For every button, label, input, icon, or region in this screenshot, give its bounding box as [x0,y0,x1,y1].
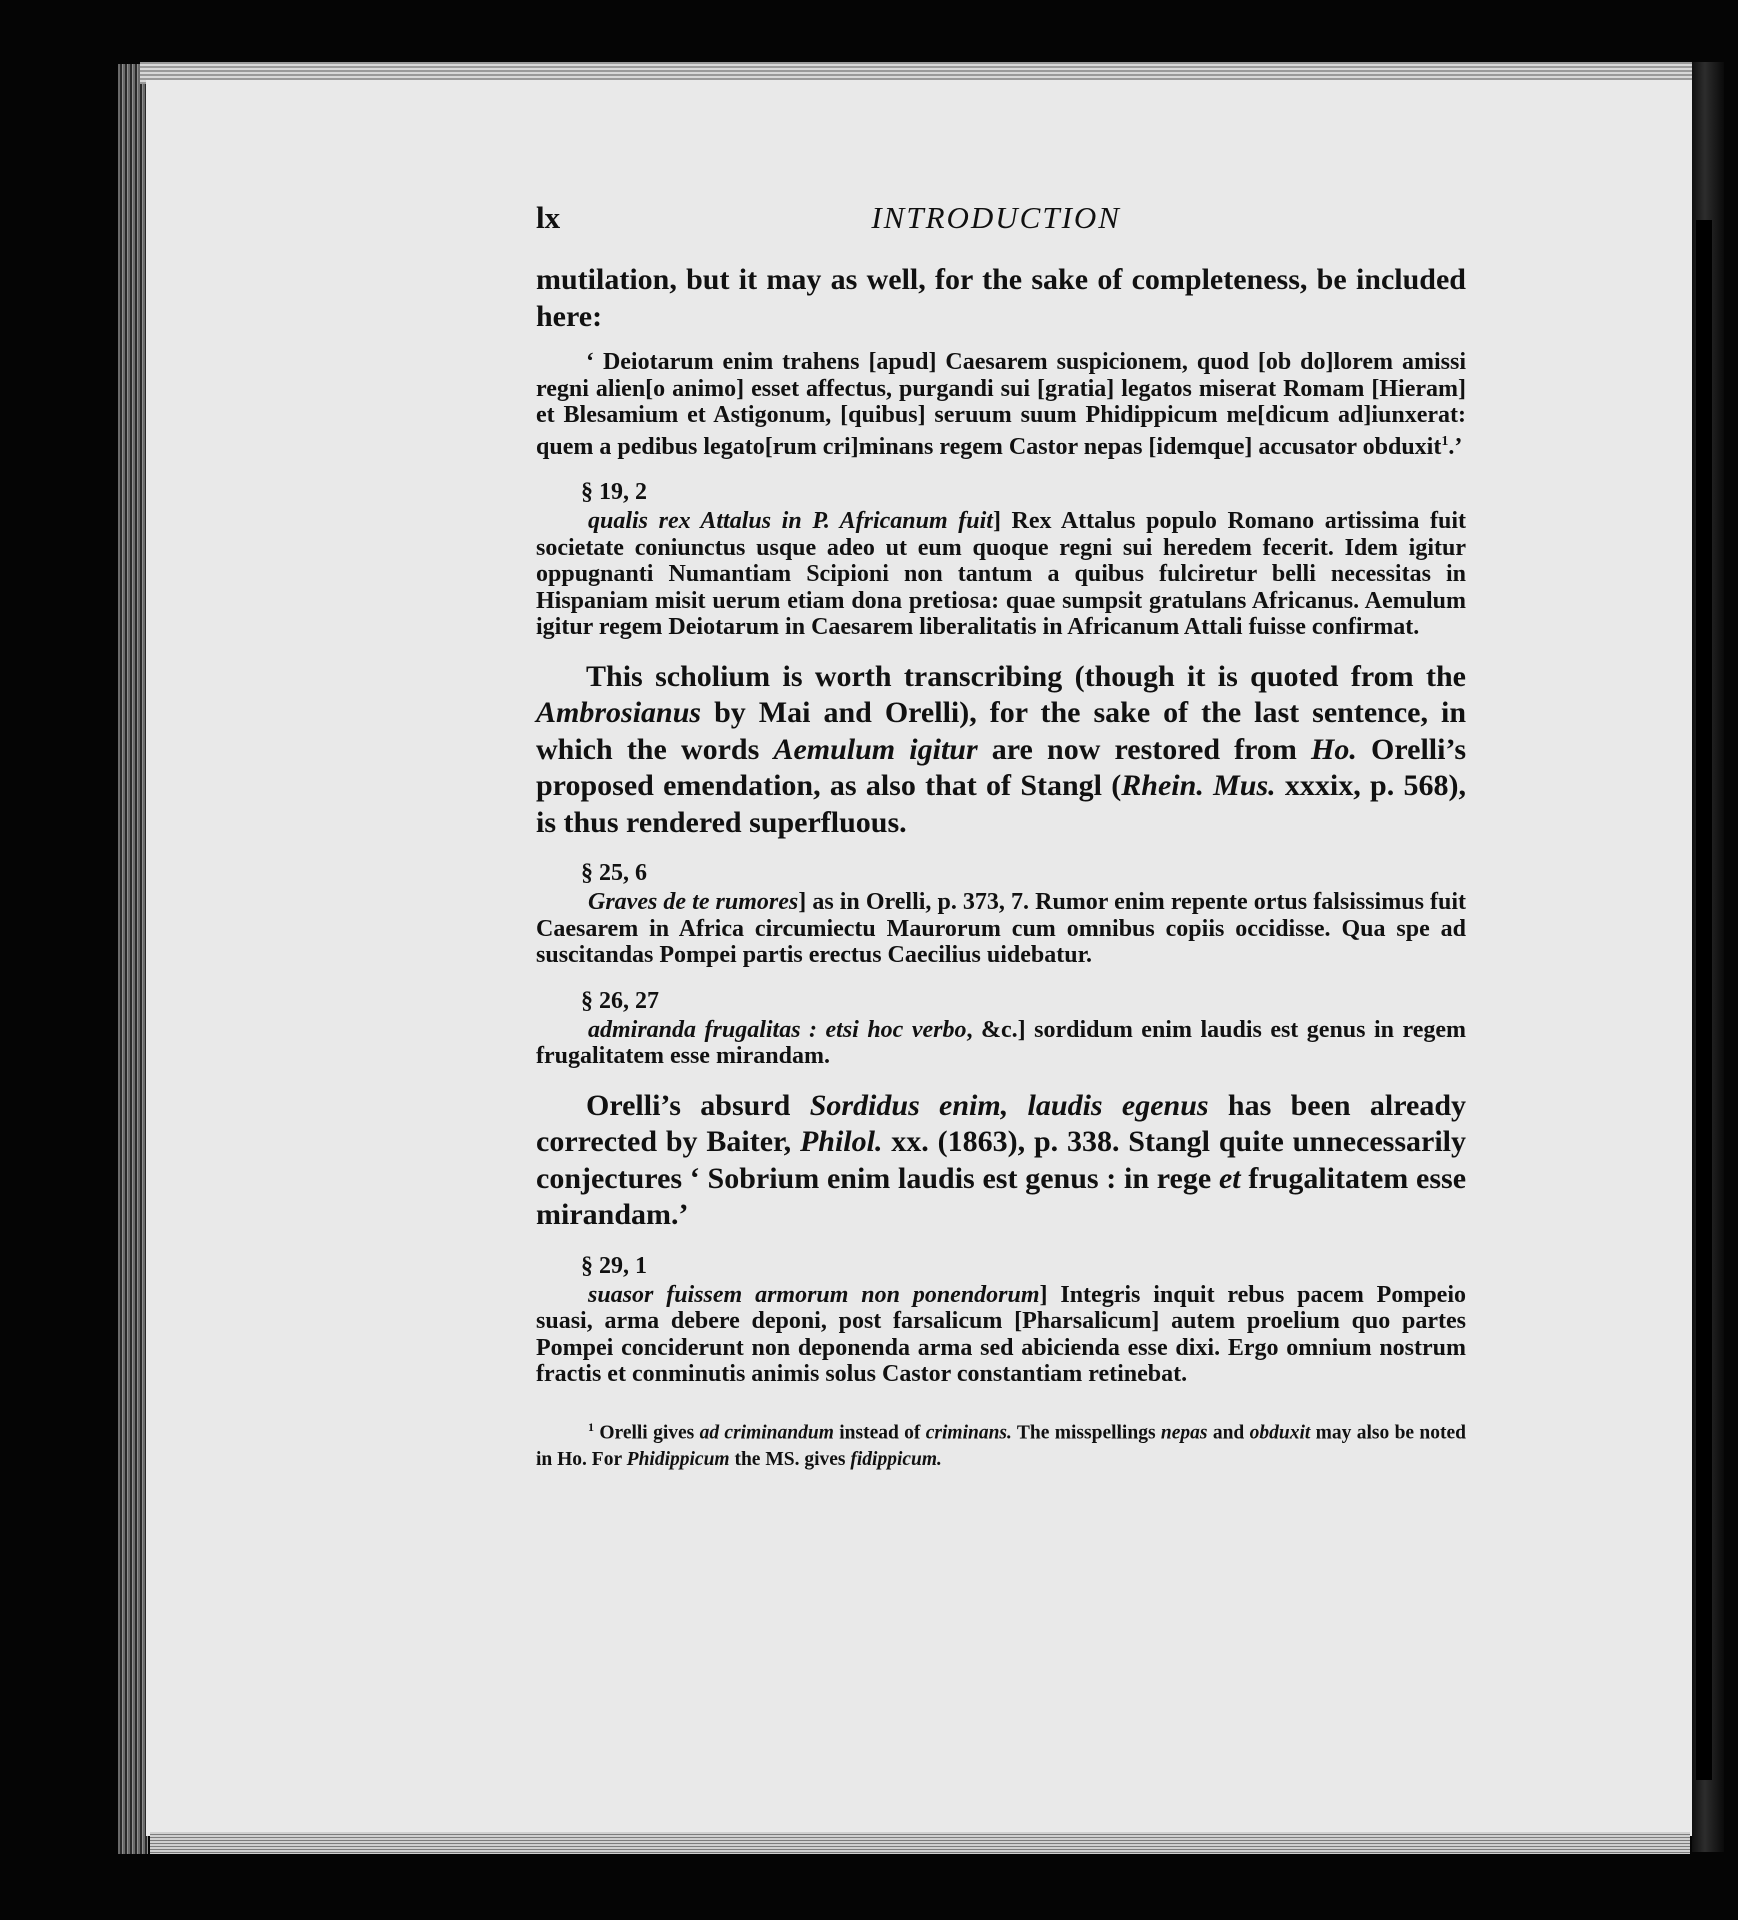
italic-run: fidippicum. [850,1449,942,1470]
italic-run: Aemulum igitur [773,732,978,766]
text-run: The misspellings [1016,1422,1156,1443]
italic-run: criminans. [925,1422,1012,1443]
text-run: the MS. gives [734,1449,846,1470]
italic-run: Rhein. Mus. [1121,769,1276,802]
facing-page-shadow [1696,220,1712,1780]
text-run: by Mai and Orelli), for the sake of the last sentence, in which the words [536,696,1466,766]
text-run: has been already corrected by Baiter, [536,1088,1467,1158]
text-run: xxxix, p. 568), is thus rendered superfluous. [536,769,1466,839]
quote-text: ‘ Deiotarum enim trahens [apud] Caesarem suspicionem, quod [ob do]lorem amissi regni alien[o animo] esset affectus, purgandi sui [gratia] legatos miserat Romam [Hieram] et Blesamium et Astigonum, [quibus] seruum suum Phidippicum me[dicum ad]iunxerat: quem a pedibus legato[rum cri]minans regem Castor nepas [idemque] accusator obduxit [536,349,1466,460]
footnote-number: 1 [588,1419,594,1434]
scholium-rumores [536,889,1466,969]
footnote-line [536,1414,1466,1474]
text-run: are now restored from [991,732,1297,766]
running-title: INTRODUCTION [871,200,1121,235]
text-run: Orelli gives [599,1422,695,1443]
paragraph-scholium-worth [536,659,1466,842]
italic-run: Philol. [799,1125,883,1158]
text-run: xx. (1863), p. 338. Stangl quite unnecessarily conjectures ‘ Sobrium enim laudis est genus : in rege [536,1125,1467,1195]
italic-run: ad criminandum [699,1422,834,1443]
text-run: instead of [839,1422,921,1443]
italic-run: Phidippicum [626,1449,730,1470]
text-run: Orelli’s proposed emendation, as also that of Stangl ( [536,732,1467,802]
scholium-suasor [536,1282,1466,1388]
paragraph-text: mutilation, but it may as well, for the sake of completeness, be included here: [536,263,1466,333]
footnote [536,1414,1466,1474]
quote-end: .’ [1448,433,1463,460]
lemma-etc: , &c. [966,1016,1018,1043]
page-text [536,200,1466,1473]
scholium-text: ] as in Orelli, p. 373, 7. Rumor enim repente ortus falsissimus fuit Caesarem in Africa circumiectu Maurorum cum omnibus copiis occidisse. Qua spe ad suscitandas Pompei partis erectus Caecilius uidebatur. [536,889,1466,968]
section-reference-19-2: § 19, 2 [581,479,647,505]
scholium-frugalitas [536,1017,1466,1070]
paragraph-orelli-absurd [536,1088,1466,1234]
section-reference-26-27: § 26, 27 [581,987,659,1014]
book-spine-edge [118,64,148,1854]
scholium-text: ] Integris inquit rebus pacem Pompeio suasi, arma debere deponi, post farsalicum [Pharsalicum] autem proelium quo partes Pompei conciderunt non deponenda arma sed abicienda esse dixi. Ergo omnium nostrum fractis et conminutis animis solus Castor constantiam retinebat. [536,1281,1466,1387]
page-number: lx [536,200,561,235]
spacer [536,641,1466,659]
section-reference-25-6: § 25, 6 [581,860,647,886]
text-run: Orelli’s absurd [586,1088,791,1122]
italic-run: Ambrosianus [536,696,702,729]
text-run: and [1212,1422,1245,1443]
paragraph-mutilation [536,262,1466,335]
scholium-attalus [536,508,1466,641]
lemma-text: Graves de te rumores [588,889,799,915]
text-run: This scholium is worth transcribing (though it is quoted from the [586,659,1466,693]
italic-run: nepas [1160,1422,1208,1443]
text-run: frugalitatem esse mirandam.’ [536,1161,1467,1231]
italic-run: Ho. [1311,732,1357,766]
italic-run: et [1218,1161,1241,1195]
scholium-text: ] sordidum enim laudis est genus in regem frugalitatem esse mirandam. [536,1016,1466,1069]
text-run: may also be noted in Ho. For [536,1422,1467,1470]
scholium-text: ] Rex Attalus populo Romano artissima fuit societate coniunctus usque adeo ut eum quoque regni sui heredem fecerit. Idem igitur oppugnanti Numantiam Scipioni non tantum a quibus fulciretur belli necessitas in Hispaniam misit uerum etiam dona pretiosa: quae sumpsit gratulans Africanus. Aemulum igitur regem Deiotarum in Caesarem liberalitatis in Africanum Attali fuisse confirmat. [536,508,1467,640]
scholium-quote-deiotarum [536,349,1466,460]
italic-run: Sordidus enim, laudis egenus [809,1088,1209,1122]
section-reference-29-1: § 29, 1 [581,1252,647,1279]
running-head [536,200,1466,250]
lemma-text: suasor fuissem armorum non ponendorum [588,1281,1040,1308]
footnote-marker: 1 [1441,433,1449,449]
spacer [536,1070,1466,1088]
italic-run: obduxit [1249,1422,1311,1443]
page-edge-bottom [150,1832,1690,1854]
lemma-text: admiranda frugalitas : etsi hoc verbo [588,1016,967,1043]
lemma-text: qualis rex Attalus in P. Africanum fuit [588,508,993,534]
